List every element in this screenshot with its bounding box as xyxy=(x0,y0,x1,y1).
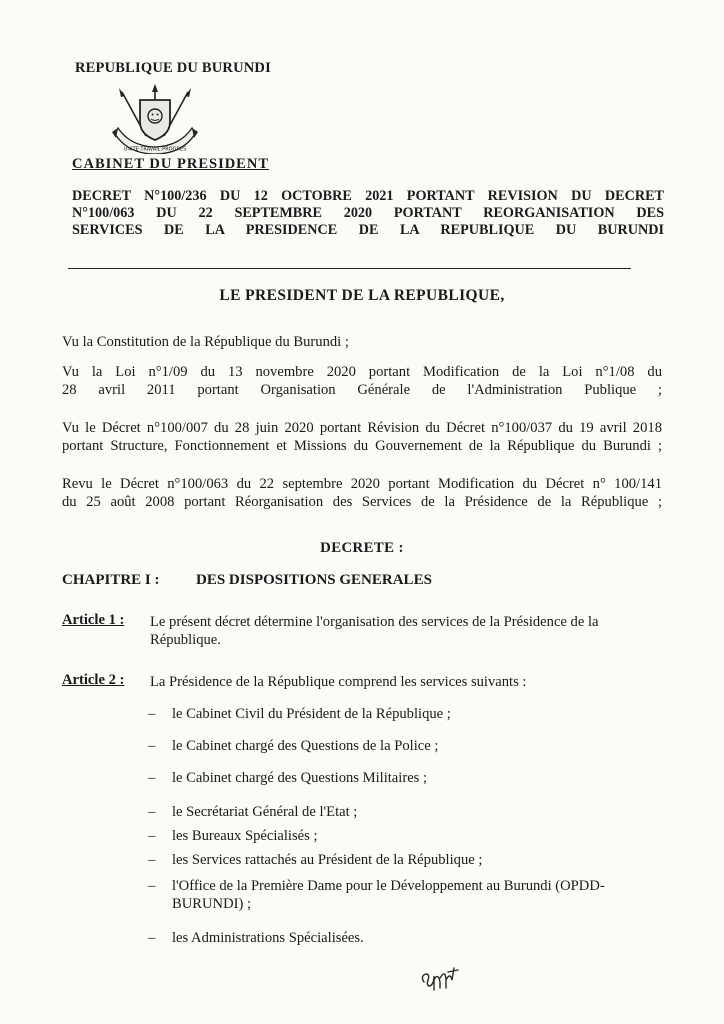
consideration-line: 28 avril 2011 portant Organisation Générale de l'Administration Publique ; xyxy=(62,381,662,398)
list-dash: – xyxy=(148,852,156,868)
list-item xyxy=(148,770,427,788)
list-item-line: l'Office de la Première Dame pour le Développement au Burundi (OPDD- xyxy=(172,878,605,894)
article-1-line: République. xyxy=(150,631,221,648)
article-1-label: Article 1 : xyxy=(62,612,125,628)
title-line: DECRET N°100/236 DU 12 OCTOBRE 2021 PORTANT REVISION DU DECRET xyxy=(72,188,664,204)
consideration-decret-007 xyxy=(62,420,662,455)
consideration-decret-063 xyxy=(62,476,662,511)
list-item-text: le Cabinet chargé des Questions Militaires ; xyxy=(172,770,428,786)
list-item xyxy=(148,828,318,846)
decree-title xyxy=(72,188,664,239)
decrete-heading: DECRETE : xyxy=(320,540,404,556)
list-dash: – xyxy=(148,706,156,722)
list-item-text: le Secrétariat Général de l'Etat ; xyxy=(172,804,358,820)
chapter-label: CHAPITRE I : xyxy=(62,572,160,588)
title-line: N°100/063 DU 22 SEPTEMBRE 2020 PORTANT REORGANISATION DES xyxy=(72,205,664,221)
consideration-loi xyxy=(62,364,662,399)
consideration-constitution xyxy=(62,334,662,352)
list-dash: – xyxy=(148,770,156,786)
list-item xyxy=(148,706,451,724)
list-item-text: les Services rattachés au Président de la République ; xyxy=(172,852,483,868)
handwritten-initials-signature xyxy=(418,962,462,996)
cabinet-header: CABINET DU PRESIDENT xyxy=(72,156,269,172)
list-item-text: les Administrations Spécialisées. xyxy=(172,930,364,946)
consideration-line: Vu la Loi n°1/09 du 13 novembre 2020 portant Modification de la Loi n°1/08 du xyxy=(62,364,662,380)
list-item xyxy=(148,878,605,913)
consideration-line: portant Structure, Fonctionnement et Missions du Gouvernement de la République du Burundi ; xyxy=(62,437,662,454)
president-heading: LE PRESIDENT DE LA REPUBLIQUE, xyxy=(219,287,505,304)
list-item xyxy=(148,738,438,756)
chapter-title: DES DISPOSITIONS GENERALES xyxy=(196,572,432,588)
list-dash: – xyxy=(148,804,156,820)
list-item xyxy=(148,804,357,822)
list-item xyxy=(148,930,364,948)
article-2-label: Article 2 : xyxy=(62,672,125,688)
list-dash: – xyxy=(148,930,156,946)
list-dash: – xyxy=(148,828,156,844)
list-item-line: BURUNDI) ; xyxy=(172,895,252,912)
list-item-text: le Cabinet chargé des Questions de la Police ; xyxy=(172,738,439,754)
list-dash: – xyxy=(148,878,156,894)
list-item-text: les Bureaux Spécialisés ; xyxy=(172,828,318,844)
consideration-line: Vu la Constitution de la République du Burundi ; xyxy=(62,334,349,350)
svg-text:UNITE·TRAVAIL·PROGRES: UNITE·TRAVAIL·PROGRES xyxy=(123,146,187,153)
list-item-text xyxy=(172,878,605,913)
article-1-text xyxy=(150,614,660,649)
list-item-text: le Cabinet Civil du Président de la République ; xyxy=(172,706,451,722)
list-item xyxy=(148,852,482,870)
coat-of-arms-seal xyxy=(100,84,210,154)
consideration-line: Vu le Décret n°100/007 du 28 juin 2020 portant Révision du Décret n°100/037 du 19 avril 2018 xyxy=(62,420,662,436)
consideration-line: du 25 août 2008 portant Réorganisation des Services de la Présidence de la République ; xyxy=(62,493,662,510)
title-divider xyxy=(68,268,631,269)
republic-header: REPUBLIQUE DU BURUNDI xyxy=(75,60,271,76)
article-1-line: Le présent décret détermine l'organisation des services de la Présidence de la xyxy=(150,614,599,630)
consideration-line: Revu le Décret n°100/063 du 22 septembre 2020 portant Modification du Décret n° 100/141 xyxy=(62,476,662,492)
list-dash: – xyxy=(148,738,156,754)
article-2-intro: La Présidence de la République comprend les services suivants : xyxy=(150,674,527,690)
title-line: SERVICES DE LA PRESIDENCE DE LA REPUBLIQUE DU BURUNDI xyxy=(72,222,664,238)
